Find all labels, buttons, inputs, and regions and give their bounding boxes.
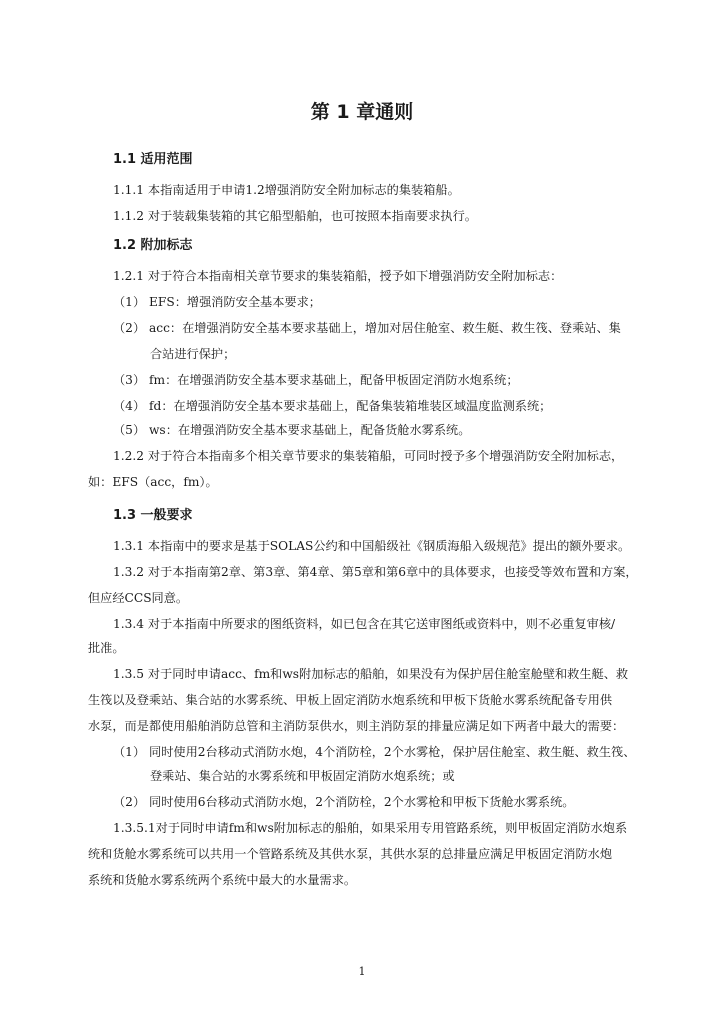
clause-1-2-1: 1.2.1 对于符合本指南相关章节要求的集装箱船，授予如下增强消防安全附加标志：: [113, 269, 563, 283]
list-item-fm: （3） fm：在增强消防安全基本要求基础上，配备甲板固定消防水炮系统；: [113, 373, 519, 387]
clause-1-3-1: 1.3.1 本指南中的要求是基于SOLAS公约和中国船级社《钢质海船入级规范》提出的额外要求。: [113, 539, 631, 553]
list-item-acc-cont: 合站进行保护；: [150, 347, 236, 361]
clause-1-1-2: 1.1.2 对于装载集装箱的其它船型船舶，也可按照本指南要求执行。: [113, 209, 477, 223]
clause-1-3-4: 1.3.4 对于本指南中所要求的图纸资料，如已包含在其它送审图纸或资料中，则不必重复审核/: [113, 617, 616, 631]
clause-1-3-5-1: 1.3.5.1对于同时申请fm和ws附加标志的船舶，如果采用专用管路系统，则甲板固定消防水炮系: [113, 821, 628, 835]
clause-1-3-5-1-cont-2: 系统和货舱水雾系统两个系统中最大的水量需求。: [88, 873, 357, 887]
chapter-title: 第 1 章通则: [310, 101, 414, 123]
clause-1-3-5-item-1: （1） 同时使用2台移动式消防水炮，4个消防栓，2个水雾枪，保护居住舱室、救生艇、救生筏、: [113, 745, 636, 759]
clause-1-3-5: 1.3.5 对于同时申请acc、fm和ws附加标志的船舶，如果没有为保护居住舱室舱壁和救生艇、救: [113, 667, 629, 681]
list-item-efs: （1） EFS：增强消防安全基本要求；: [113, 295, 321, 309]
section-heading-1-1: 1.1 适用范围: [113, 152, 193, 167]
clause-1-3-5-cont-2: 水泵，而是都使用船舶消防总管和主消防泵供水，则主消防泵的排量应满足如下两者中最大的需要：: [88, 719, 625, 733]
list-item-acc: （2） acc：在增强消防安全基本要求基础上，增加对居住舱室、救生艇、救生筏、登乘站、集: [113, 321, 621, 335]
clause-1-3-2-cont: 但应经CCS同意。: [88, 591, 189, 605]
section-heading-1-2: 1.2 附加标志: [113, 238, 193, 253]
clause-1-3-5-item-2: （2） 同时使用6台移动式消防水炮，2个消防栓，2个水雾枪和甲板下货舱水雾系统。: [113, 795, 575, 809]
clause-1-3-5-cont-1: 生筏以及登乘站、集合站的水雾系统、甲板上固定消防水炮系统和甲板下货舱水雾系统配备专用供: [88, 693, 613, 707]
list-item-ws: （5） ws：在增强消防安全基本要求基础上，配备货舱水雾系统。: [113, 423, 471, 437]
section-heading-1-3: 1.3 一般要求: [113, 508, 193, 523]
clause-1-3-2: 1.3.2 对于本指南第2章、第3章、第4章、第5章和第6章中的具体要求，也接受等效布置和方案，: [113, 565, 638, 579]
list-item-fd: （4） fd：在增强消防安全基本要求基础上，配备集装箱堆装区域温度监测系统；: [113, 399, 552, 413]
clause-1-3-5-1-cont-1: 统和货舱水雾系统可以共用一个管路系统及其供水泵，其供水泵的总排量应满足甲板固定消防水炮: [88, 847, 613, 861]
clause-1-3-4-cont: 批准。: [88, 641, 125, 655]
clause-1-2-2: 1.2.2 对于符合本指南多个相关章节要求的集装箱船，可同时授予多个增强消防安全附加标志，: [113, 449, 624, 463]
clause-1-1-1: 1.1.1 本指南适用于申请1.2增强消防安全附加标志的集装箱船。: [113, 183, 460, 197]
page-number: 1: [358, 965, 366, 978]
clause-1-3-5-item-1-cont: 登乘站、集合站的水雾系统和甲板固定消防水炮系统；或: [150, 769, 455, 783]
clause-1-2-2-cont: 如：EFS（acc，fm）。: [88, 475, 218, 489]
